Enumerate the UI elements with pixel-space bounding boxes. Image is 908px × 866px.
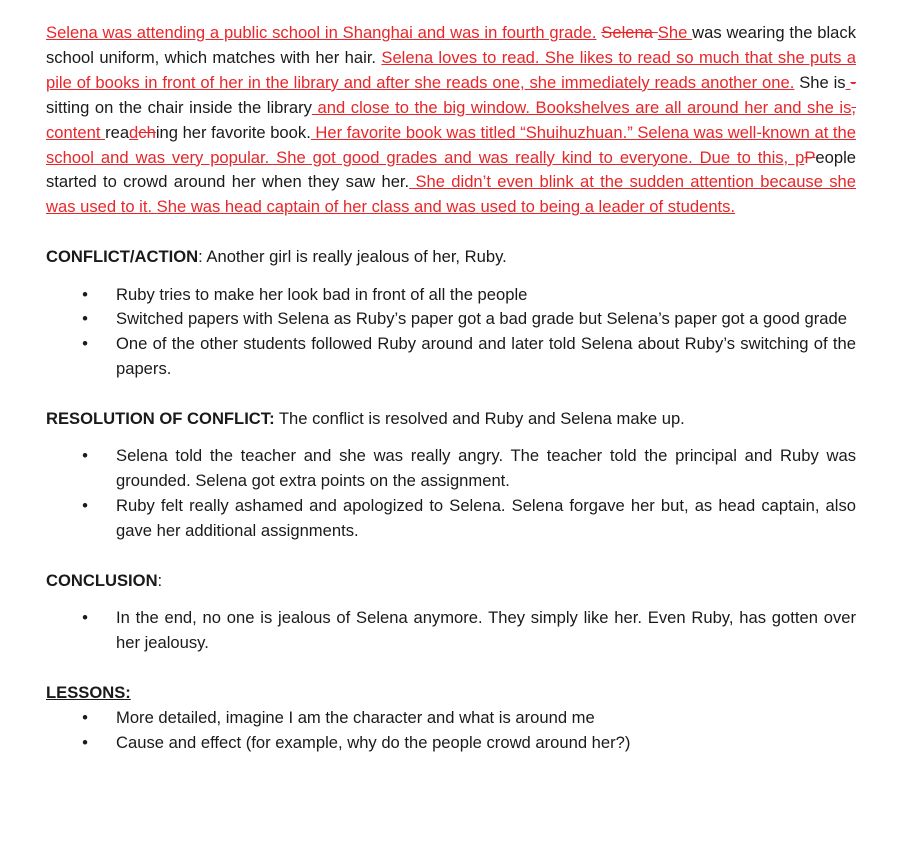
plain-text: She is <box>794 72 846 92</box>
inserted-text: Selena loves to read. She likes to read so much that she puts a pile of books in front of her in the library and after she reads one, she immediately reads another one. <box>46 47 856 92</box>
list-item <box>46 307 856 332</box>
deleted-text: Selena <box>601 23 658 42</box>
resolution-heading: RESOLUTION OF CONFLICT: <box>46 409 275 429</box>
list-item-text: Ruby tries to make her look bad in front of all the people <box>116 284 528 304</box>
conflict-list <box>46 283 856 383</box>
resolution-list <box>46 444 856 544</box>
spacer <box>46 220 856 245</box>
bullet-icon: • <box>82 732 88 752</box>
list-item-text: In the end, no one is jealous of Selena anymore. They simply like her. Even Ruby, has gotten over her jealousy. <box>116 608 856 653</box>
bullet-icon: • <box>82 309 88 329</box>
document-body <box>46 21 856 756</box>
spacer <box>46 382 856 407</box>
bullet-icon: • <box>82 446 88 466</box>
conclusion-list <box>46 606 856 656</box>
deleted-text: P <box>804 147 816 167</box>
list-item-text: Selena told the teacher and she was really angry. The teacher told the principal and Ruby was grounded. Selena got extra points on the assignment. <box>116 446 856 491</box>
bullet-icon: • <box>82 608 88 628</box>
list-item-text: Cause and effect (for example, why do the people crowd around her?) <box>116 732 631 752</box>
bullet-icon: • <box>82 496 88 516</box>
conflict-text: : Another girl is really jealous of her, Ruby. <box>198 247 507 267</box>
inserted-text: She <box>657 23 693 42</box>
inserted-text: content <box>46 122 101 142</box>
bullet-icon: • <box>82 284 88 304</box>
list-item <box>46 731 856 756</box>
inserted-text: and close to the big window. Bookshelves are all around her and she is <box>311 97 852 117</box>
deleted-text: , <box>851 97 856 117</box>
conclusion-heading: CONCLUSION <box>46 570 158 590</box>
lessons-list <box>46 706 856 756</box>
resolution-text: The conflict is resolved and Ruby and Selena make up. <box>274 409 685 429</box>
list-item <box>46 283 856 308</box>
plain-text: ing her favorite book. <box>155 122 311 142</box>
plain-text: sitting on the chair inside the library <box>46 97 312 117</box>
bullet-icon: • <box>82 334 88 354</box>
spacer <box>46 544 856 569</box>
deleted-text: - <box>850 72 856 92</box>
conclusion-line <box>46 569 856 594</box>
lessons-heading: LESSONS: <box>46 683 131 703</box>
inserted-text: Her favorite book was titled “Shuihuzhuan.” Selena was well-known at the school and was very popular. She got good grades and was really kind to everyone. Due to this, p <box>46 122 856 167</box>
list-item <box>46 494 856 544</box>
spacer <box>46 656 856 681</box>
plain-text: eople started to crowd around her when they saw her. <box>46 147 856 192</box>
bullet-icon: • <box>82 708 88 727</box>
list-item <box>46 606 856 656</box>
deleted-text: ch <box>138 122 156 142</box>
conclusion-text: : <box>157 570 163 590</box>
lessons-line <box>46 681 856 706</box>
inserted-text: She didn’t even blink at the sudden attention because she was used to it. She was head captain of her class and was used to being a leader of students. <box>46 172 857 217</box>
list-item <box>46 444 856 494</box>
conflict-heading: CONFLICT/ACTION <box>46 247 199 267</box>
story-paragraph <box>46 21 856 220</box>
plain-text: was wearing the black school uniform, which matches with her hair. <box>46 23 857 67</box>
list-item-text: One of the other students followed Ruby around and later told Selena about Ruby’s switching of the papers. <box>116 334 856 379</box>
resolution-line <box>46 407 856 432</box>
conflict-line <box>46 245 856 270</box>
list-item-text: Ruby felt really ashamed and apologized to Selena. Selena forgave her but, as head captain, also gave her additional assignments. <box>116 496 856 541</box>
list-item <box>46 706 856 731</box>
plain-text: rea <box>105 122 130 142</box>
inserted-text: d <box>129 122 139 142</box>
list-item-text: Switched papers with Selena as Ruby’s paper got a bad grade but Selena’s paper got a good grade <box>116 309 847 329</box>
list-item-text: More detailed, imagine I am the character and what is around me <box>116 708 595 727</box>
inserted-text: Selena was attending a public school in Shanghai and was in fourth grade. <box>46 23 597 42</box>
list-item <box>46 332 856 382</box>
